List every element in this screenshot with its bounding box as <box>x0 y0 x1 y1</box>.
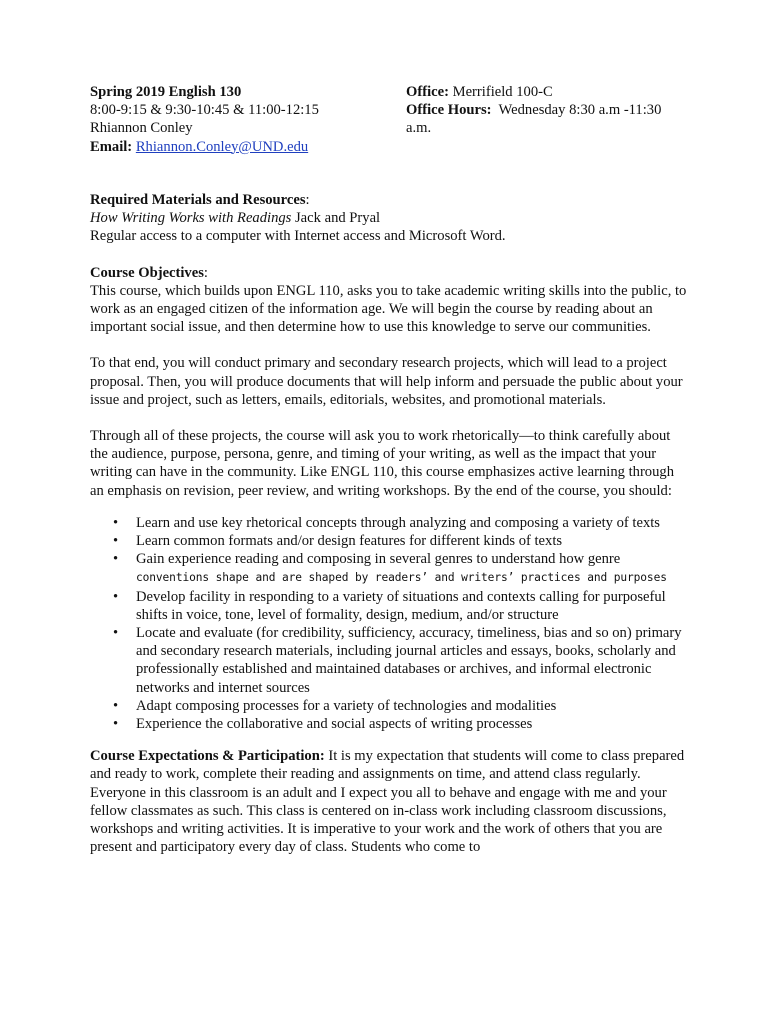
list-item <box>90 588 690 624</box>
list-item <box>90 514 690 532</box>
email-label: Email: <box>90 138 133 155</box>
office-hours-value-cont: a.m. <box>406 120 432 137</box>
bullet-icon: • <box>113 551 119 568</box>
objectives-heading: Course Objectives <box>90 264 204 281</box>
list-item <box>90 624 690 697</box>
objectives-paragraph-1: This course, which builds upon ENGL 110, asks you to take academic writing skills into the public, to work as an engaged citizen of the information age. We will begin the course by reading about an important social issue, and then determine how to use this knowledge to serve our communities. <box>90 282 687 336</box>
office-value: Merrifield 100-C <box>448 84 553 100</box>
bullet-icon: • <box>113 625 119 642</box>
list-item <box>90 550 690 587</box>
expectations-heading: Course Expectations & Participation: <box>90 748 325 765</box>
materials-section <box>90 191 690 246</box>
book-authors: Jack and Pryal <box>291 210 381 227</box>
objectives-list <box>90 514 690 733</box>
list-item <box>90 715 690 733</box>
expectations-section <box>90 747 690 856</box>
list-item-text: Adapt composing processes for a variety of technologies and modalities <box>136 697 557 714</box>
list-item <box>90 697 690 715</box>
objectives-section <box>90 264 690 734</box>
course-title: Spring 2019 English 130 <box>90 84 242 100</box>
list-item-text: Learn common formats and/or design features for different kinds of texts <box>136 533 563 550</box>
bullet-icon: • <box>113 533 119 550</box>
syllabus-header <box>90 83 690 157</box>
list-item-text: Locate and evaluate (for credibility, sufficiency, accuracy, timeliness, bias and so on) primary and secondary research materials, including journal articles and essays, books, scholarly and professionally established and maintained databases or archives, and informal electronic networks and internet sources <box>136 625 682 696</box>
bullet-icon: • <box>113 716 119 733</box>
bullet-icon: • <box>113 514 119 531</box>
class-times: 8:00-9:15 & 9:30-10:45 & 11:00-12:15 <box>90 102 319 119</box>
office-hours-label: Office Hours: <box>406 102 492 119</box>
bullet-icon: • <box>113 588 119 605</box>
instructor-name: Rhiannon Conley <box>90 120 193 137</box>
book-title: How Writing Works with Readings <box>90 210 292 227</box>
list-item-text: Learn and use key rhetorical concepts through analyzing and composing a variety of texts <box>136 514 660 531</box>
list-item-text: Develop facility in responding to a variety of situations and contexts calling for purposeful shifts in voice, tone, level of formality, design, medium, and/or structure <box>136 588 666 623</box>
materials-heading-colon: : <box>305 192 310 208</box>
list-item-text: Gain experience reading and composing in several genres to understand how genre <box>136 551 621 568</box>
expectations-body: It is my expectation that students will come to class prepared and ready to work, complete their reading and assignments on time, and attend class regularly. Everyone in this classroom is an adult and I expect you all to behave and engage with me and your fellow classmates as such. This class is centered on in-class work including classroom discussions, workshops and writing activities. It is imperative to your work and the work of others that you are present and participatory every day of class. Students who come to <box>90 748 685 856</box>
office-info <box>406 83 696 138</box>
list-item <box>90 532 690 550</box>
objectives-paragraph-3: Through all of these projects, the course will ask you to work rhetorically—to think carefully about the audience, purpose, persona, genre, and timing of your writing, as well as the impact that your writing can have in the community. Like ENGL 110, this course emphasizes active learning through an emphasis on revision, peer review, and writing workshops. By the end of the course, you should: <box>90 428 674 499</box>
objectives-heading-colon: : <box>203 264 208 281</box>
bullet-icon: • <box>113 697 119 714</box>
office-label: Office: <box>406 84 449 100</box>
objectives-paragraph-2: To that end, you will conduct primary and secondary research projects, which will lead to a project proposal. Then, you will produce documents that will help inform and persuade the public about your issue and project, such as letters, emails, editorials, websites, and promotional materials. <box>90 355 683 408</box>
office-hours-value: Wednesday 8:30 a.m -11:30 <box>491 102 662 119</box>
email-link[interactable]: Rhiannon.Conley@UND.edu <box>135 138 309 155</box>
course-info <box>90 83 390 156</box>
syllabus-page <box>90 83 690 857</box>
access-line: Regular access to a computer with Internet access and Microsoft Word. <box>90 228 506 245</box>
list-item-text: Experience the collaborative and social aspects of writing processes <box>136 716 533 733</box>
materials-heading: Required Materials and Resources <box>90 192 306 208</box>
list-item-text-cont: conventions shape and are shaped by readers’ and writers’ practices and purposes <box>136 571 667 585</box>
